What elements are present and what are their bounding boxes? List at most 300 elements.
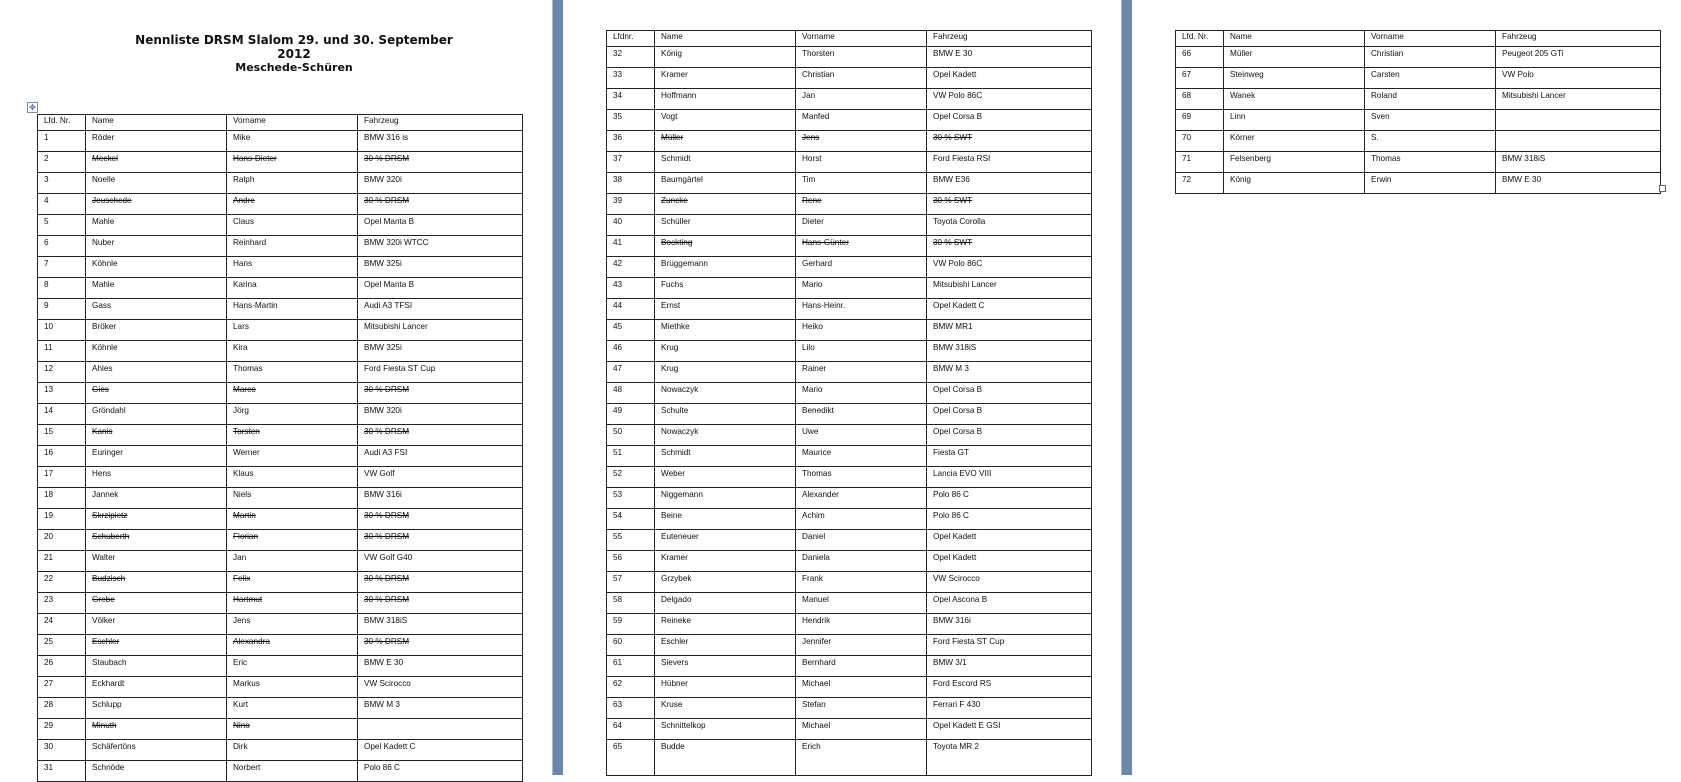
vehicle-cell[interactable]: 30 % DRSM — [358, 152, 523, 173]
number-cell[interactable]: 54 — [607, 509, 655, 530]
first-name-cell[interactable]: Karina — [227, 278, 358, 299]
number-cell[interactable]: 17 — [38, 467, 86, 488]
name-cell[interactable]: Schlupp — [86, 698, 227, 719]
name-cell[interactable]: Bockting — [655, 236, 796, 257]
header-name-cell[interactable]: Name — [86, 115, 227, 131]
first-name-cell[interactable]: Nino — [227, 719, 358, 740]
header-number-cell[interactable]: Lfdnr. — [607, 31, 655, 47]
name-cell[interactable]: Schnittelkop — [655, 719, 796, 740]
number-cell[interactable]: 56 — [607, 551, 655, 572]
vehicle-cell[interactable]: BMW 320i — [358, 173, 523, 194]
first-name-cell[interactable]: Mario — [796, 383, 927, 404]
name-cell[interactable]: Köhnle — [86, 257, 227, 278]
vehicle-cell[interactable]: 30 % SWT — [927, 131, 1092, 152]
vehicle-cell[interactable]: VW Polo 86C — [927, 89, 1092, 110]
name-cell[interactable]: Jeuschede — [86, 194, 227, 215]
number-cell[interactable]: 7 — [38, 257, 86, 278]
vehicle-cell[interactable]: Opel Kadett — [927, 551, 1092, 572]
first-name-cell[interactable]: Claus — [227, 215, 358, 236]
name-cell[interactable]: Brüggemann — [655, 257, 796, 278]
number-cell[interactable]: 53 — [607, 488, 655, 509]
first-name-cell[interactable]: Bernhard — [796, 656, 927, 677]
first-name-cell[interactable]: Michael — [796, 719, 927, 740]
vehicle-cell[interactable]: Opel Corsa B — [927, 383, 1092, 404]
number-cell[interactable]: 35 — [607, 110, 655, 131]
name-cell[interactable]: Euringer — [86, 446, 227, 467]
first-name-cell[interactable]: Hans-Dieter — [227, 152, 358, 173]
number-cell[interactable]: 61 — [607, 656, 655, 677]
number-cell[interactable]: 8 — [38, 278, 86, 299]
vehicle-cell[interactable]: Opel Ascona B — [927, 593, 1092, 614]
number-cell[interactable]: 51 — [607, 446, 655, 467]
first-name-cell[interactable]: Lars — [227, 320, 358, 341]
name-cell[interactable]: Reineke — [655, 614, 796, 635]
name-cell[interactable]: Kanis — [86, 425, 227, 446]
name-cell[interactable]: Eschler — [655, 635, 796, 656]
number-cell[interactable]: 18 — [38, 488, 86, 509]
header-number-cell[interactable]: Lfd. Nr. — [1176, 31, 1224, 47]
first-name-cell[interactable]: Jennifer — [796, 635, 927, 656]
number-cell[interactable]: 44 — [607, 299, 655, 320]
number-cell[interactable]: 27 — [38, 677, 86, 698]
number-cell[interactable]: 65 — [607, 740, 655, 776]
number-cell[interactable]: 14 — [38, 404, 86, 425]
number-cell[interactable]: 50 — [607, 425, 655, 446]
name-cell[interactable]: Gass — [86, 299, 227, 320]
first-name-cell[interactable]: Jens — [227, 614, 358, 635]
vehicle-cell[interactable] — [358, 719, 523, 740]
vehicle-cell[interactable] — [1496, 131, 1661, 152]
name-cell[interactable]: Schulte — [655, 404, 796, 425]
name-cell[interactable]: Meckel — [86, 152, 227, 173]
vehicle-cell[interactable]: 30 % DRSM — [358, 530, 523, 551]
name-cell[interactable]: Hens — [86, 467, 227, 488]
name-cell[interactable]: Mahle — [86, 278, 227, 299]
vehicle-cell[interactable]: BMW 3/1 — [927, 656, 1092, 677]
number-cell[interactable]: 59 — [607, 614, 655, 635]
vehicle-cell[interactable]: Mitsubishi Lancer — [358, 320, 523, 341]
vehicle-cell[interactable]: Lancia EVO VIII — [927, 467, 1092, 488]
number-cell[interactable]: 42 — [607, 257, 655, 278]
first-name-cell[interactable]: Hendrik — [796, 614, 927, 635]
number-cell[interactable]: 2 — [38, 152, 86, 173]
number-cell[interactable]: 71 — [1176, 152, 1224, 173]
vehicle-cell[interactable]: Mitsubishi Lancer — [1496, 89, 1661, 110]
number-cell[interactable]: 21 — [38, 551, 86, 572]
vehicle-cell[interactable]: Opel Kadett E GSI — [927, 719, 1092, 740]
number-cell[interactable]: 67 — [1176, 68, 1224, 89]
name-cell[interactable]: Schüller — [655, 215, 796, 236]
number-cell[interactable]: 58 — [607, 593, 655, 614]
vehicle-cell[interactable]: Ford Escord RS — [927, 677, 1092, 698]
vehicle-cell[interactable]: Opel Kadett C — [927, 299, 1092, 320]
number-cell[interactable]: 70 — [1176, 131, 1224, 152]
name-cell[interactable]: Gröndahl — [86, 404, 227, 425]
name-cell[interactable]: Schmidt — [655, 446, 796, 467]
entry-table-1[interactable] — [37, 114, 523, 782]
name-cell[interactable]: Müller — [1224, 47, 1365, 68]
vehicle-cell[interactable]: 30 % DRSM — [358, 509, 523, 530]
first-name-cell[interactable]: Mario — [796, 278, 927, 299]
first-name-cell[interactable]: Jörg — [227, 404, 358, 425]
first-name-cell[interactable]: Reinhard — [227, 236, 358, 257]
first-name-cell[interactable]: Jan — [796, 89, 927, 110]
number-cell[interactable]: 31 — [38, 761, 86, 782]
first-name-cell[interactable]: Marco — [227, 383, 358, 404]
vehicle-cell[interactable]: Opel Corsa B — [927, 425, 1092, 446]
first-name-cell[interactable]: Hans-Martin — [227, 299, 358, 320]
vehicle-cell[interactable]: BMW 316 is — [358, 131, 523, 152]
vehicle-cell[interactable]: Ford Fiesta RSI — [927, 152, 1092, 173]
number-cell[interactable]: 13 — [38, 383, 86, 404]
number-cell[interactable]: 46 — [607, 341, 655, 362]
vehicle-cell[interactable]: BMW 318iS — [1496, 152, 1661, 173]
first-name-cell[interactable]: Gerhard — [796, 257, 927, 278]
vehicle-cell[interactable]: BMW MR1 — [927, 320, 1092, 341]
first-name-cell[interactable]: Christian — [1365, 47, 1496, 68]
number-cell[interactable]: 32 — [607, 47, 655, 68]
vehicle-cell[interactable]: BMW 318iS — [927, 341, 1092, 362]
vehicle-cell[interactable]: 30 % DRSM — [358, 383, 523, 404]
vehicle-cell[interactable]: 30 % SWT — [927, 194, 1092, 215]
number-cell[interactable]: 48 — [607, 383, 655, 404]
name-cell[interactable]: Felsenberg — [1224, 152, 1365, 173]
first-name-cell[interactable]: Thorsten — [796, 47, 927, 68]
first-name-cell[interactable]: Jens — [796, 131, 927, 152]
vehicle-cell[interactable]: VW Polo — [1496, 68, 1661, 89]
vehicle-cell[interactable]: 30 % DRSM — [358, 194, 523, 215]
name-cell[interactable]: Eschler — [86, 635, 227, 656]
vehicle-cell[interactable]: Polo 86 C — [927, 488, 1092, 509]
vehicle-cell[interactable] — [1496, 110, 1661, 131]
vehicle-cell[interactable]: VW Polo 86C — [927, 257, 1092, 278]
number-cell[interactable]: 19 — [38, 509, 86, 530]
vehicle-cell[interactable]: BMW E 30 — [358, 656, 523, 677]
number-cell[interactable]: 20 — [38, 530, 86, 551]
number-cell[interactable]: 57 — [607, 572, 655, 593]
name-cell[interactable]: Gies — [86, 383, 227, 404]
number-cell[interactable]: 11 — [38, 341, 86, 362]
number-cell[interactable]: 41 — [607, 236, 655, 257]
first-name-cell[interactable]: Klaus — [227, 467, 358, 488]
name-cell[interactable]: Linn — [1224, 110, 1365, 131]
first-name-cell[interactable]: Heiko — [796, 320, 927, 341]
name-cell[interactable]: Walter — [86, 551, 227, 572]
vehicle-cell[interactable]: VW Golf — [358, 467, 523, 488]
name-cell[interactable]: Hoffmann — [655, 89, 796, 110]
number-cell[interactable]: 68 — [1176, 89, 1224, 110]
first-name-cell[interactable]: Thomas — [796, 467, 927, 488]
name-cell[interactable]: Mahle — [86, 215, 227, 236]
first-name-cell[interactable]: Hans-Günter — [796, 236, 927, 257]
first-name-cell[interactable]: Thomas — [227, 362, 358, 383]
number-cell[interactable]: 30 — [38, 740, 86, 761]
document-title[interactable]: Nennliste DRSM Slalom 29. und 30. September 2012 — [135, 33, 453, 61]
first-name-cell[interactable]: Roland — [1365, 89, 1496, 110]
vehicle-cell[interactable]: Peugeot 205 GTi — [1496, 47, 1661, 68]
number-cell[interactable]: 4 — [38, 194, 86, 215]
number-cell[interactable]: 37 — [607, 152, 655, 173]
first-name-cell[interactable]: Eric — [227, 656, 358, 677]
name-cell[interactable]: Nowaczyk — [655, 425, 796, 446]
vehicle-cell[interactable]: Audi A3 FSI — [358, 446, 523, 467]
name-cell[interactable]: Budzisch — [86, 572, 227, 593]
number-cell[interactable]: 49 — [607, 404, 655, 425]
vehicle-cell[interactable]: Opel Corsa B — [927, 404, 1092, 425]
first-name-cell[interactable]: Norbert — [227, 761, 358, 782]
first-name-cell[interactable]: Rainer — [796, 362, 927, 383]
number-cell[interactable]: 16 — [38, 446, 86, 467]
vehicle-cell[interactable]: Opel Manta B — [358, 278, 523, 299]
header-first-name-cell[interactable]: Vorname — [796, 31, 927, 47]
name-cell[interactable]: Fuchs — [655, 278, 796, 299]
name-cell[interactable]: Noelle — [86, 173, 227, 194]
name-cell[interactable]: Weber — [655, 467, 796, 488]
name-cell[interactable]: Schäfertöns — [86, 740, 227, 761]
number-cell[interactable]: 15 — [38, 425, 86, 446]
first-name-cell[interactable]: Alexander — [796, 488, 927, 509]
vehicle-cell[interactable]: Polo 86 C — [927, 509, 1092, 530]
first-name-cell[interactable]: Achim — [796, 509, 927, 530]
number-cell[interactable]: 33 — [607, 68, 655, 89]
vehicle-cell[interactable]: Opel Kadett — [927, 68, 1092, 89]
first-name-cell[interactable]: Manuel — [796, 593, 927, 614]
vehicle-cell[interactable]: 30 % SWT — [927, 236, 1092, 257]
name-cell[interactable]: Ahles — [86, 362, 227, 383]
vehicle-cell[interactable]: 30 % DRSM — [358, 635, 523, 656]
vehicle-cell[interactable]: BMW 320i WTCC — [358, 236, 523, 257]
entry-table-3[interactable] — [1175, 30, 1661, 194]
vehicle-cell[interactable]: BMW 325i — [358, 257, 523, 278]
first-name-cell[interactable]: Tim — [796, 173, 927, 194]
first-name-cell[interactable]: Lilo — [796, 341, 927, 362]
header-vehicle-cell[interactable]: Fahrzeug — [1496, 31, 1661, 47]
name-cell[interactable]: Staubach — [86, 656, 227, 677]
first-name-cell[interactable]: Kurt — [227, 698, 358, 719]
number-cell[interactable]: 64 — [607, 719, 655, 740]
number-cell[interactable]: 66 — [1176, 47, 1224, 68]
vehicle-cell[interactable]: BMW 316i — [358, 488, 523, 509]
name-cell[interactable]: Nowaczyk — [655, 383, 796, 404]
name-cell[interactable]: Minuth — [86, 719, 227, 740]
name-cell[interactable]: Müller — [655, 131, 796, 152]
first-name-cell[interactable]: Mike — [227, 131, 358, 152]
number-cell[interactable]: 22 — [38, 572, 86, 593]
vehicle-cell[interactable]: BMW E 30 — [927, 47, 1092, 68]
first-name-cell[interactable]: Torsten — [227, 425, 358, 446]
vehicle-cell[interactable]: Opel Manta B — [358, 215, 523, 236]
name-cell[interactable]: Steinweg — [1224, 68, 1365, 89]
number-cell[interactable]: 60 — [607, 635, 655, 656]
header-vehicle-cell[interactable]: Fahrzeug — [358, 115, 523, 131]
vehicle-cell[interactable]: Ferrari F 430 — [927, 698, 1092, 719]
first-name-cell[interactable]: Jan — [227, 551, 358, 572]
vehicle-cell[interactable]: Opel Corsa B — [927, 110, 1092, 131]
first-name-cell[interactable]: Uwe — [796, 425, 927, 446]
name-cell[interactable]: Kruse — [655, 698, 796, 719]
number-cell[interactable]: 36 — [607, 131, 655, 152]
number-cell[interactable]: 72 — [1176, 173, 1224, 194]
name-cell[interactable]: Kramer — [655, 551, 796, 572]
name-cell[interactable]: Krug — [655, 341, 796, 362]
name-cell[interactable]: Schnöde — [86, 761, 227, 782]
first-name-cell[interactable]: Kira — [227, 341, 358, 362]
name-cell[interactable]: Wanek — [1224, 89, 1365, 110]
vehicle-cell[interactable]: BMW 325i — [358, 341, 523, 362]
vehicle-cell[interactable]: Mitsubishi Lancer — [927, 278, 1092, 299]
vehicle-cell[interactable]: BMW M 3 — [358, 698, 523, 719]
name-cell[interactable]: König — [655, 47, 796, 68]
header-name-cell[interactable]: Name — [1224, 31, 1365, 47]
number-cell[interactable]: 29 — [38, 719, 86, 740]
vehicle-cell[interactable]: Polo 86 C — [358, 761, 523, 782]
first-name-cell[interactable]: Michael — [796, 677, 927, 698]
first-name-cell[interactable]: Daniela — [796, 551, 927, 572]
name-cell[interactable]: Körner — [1224, 131, 1365, 152]
first-name-cell[interactable]: Frank — [796, 572, 927, 593]
number-cell[interactable]: 25 — [38, 635, 86, 656]
first-name-cell[interactable]: Rene — [796, 194, 927, 215]
first-name-cell[interactable]: Daniel — [796, 530, 927, 551]
name-cell[interactable]: Budde — [655, 740, 796, 776]
name-cell[interactable]: Miethke — [655, 320, 796, 341]
first-name-cell[interactable]: Hartmut — [227, 593, 358, 614]
first-name-cell[interactable]: Thomas — [1365, 152, 1496, 173]
vehicle-cell[interactable]: Ford Fiesta ST Cup — [927, 635, 1092, 656]
header-vehicle-cell[interactable]: Fahrzeug — [927, 31, 1092, 47]
entry-table-2[interactable] — [606, 30, 1092, 776]
name-cell[interactable]: Völker — [86, 614, 227, 635]
name-cell[interactable]: Schmidt — [655, 152, 796, 173]
name-cell[interactable]: Ernst — [655, 299, 796, 320]
number-cell[interactable]: 38 — [607, 173, 655, 194]
number-cell[interactable]: 39 — [607, 194, 655, 215]
name-cell[interactable]: König — [1224, 173, 1365, 194]
name-cell[interactable]: Köhnle — [86, 341, 227, 362]
number-cell[interactable]: 26 — [38, 656, 86, 677]
first-name-cell[interactable]: Sven — [1365, 110, 1496, 131]
vehicle-cell[interactable]: 30 % DRSM — [358, 425, 523, 446]
vehicle-cell[interactable]: VW Scirocco — [927, 572, 1092, 593]
first-name-cell[interactable]: S. — [1365, 131, 1496, 152]
first-name-cell[interactable]: Dirk — [227, 740, 358, 761]
name-cell[interactable]: Niggemann — [655, 488, 796, 509]
first-name-cell[interactable]: Florian — [227, 530, 358, 551]
vehicle-cell[interactable]: Audi A3 TFSI — [358, 299, 523, 320]
first-name-cell[interactable]: Benedikt — [796, 404, 927, 425]
first-name-cell[interactable]: Hans — [227, 257, 358, 278]
first-name-cell[interactable]: Maurice — [796, 446, 927, 467]
name-cell[interactable]: Zuncke — [655, 194, 796, 215]
name-cell[interactable]: Vogt — [655, 110, 796, 131]
vehicle-cell[interactable]: Toyota Corolla — [927, 215, 1092, 236]
number-cell[interactable]: 55 — [607, 530, 655, 551]
vehicle-cell[interactable]: VW Golf G40 — [358, 551, 523, 572]
table-resize-handle-icon[interactable] — [1659, 185, 1666, 192]
name-cell[interactable]: Grebe — [86, 593, 227, 614]
first-name-cell[interactable]: Ralph — [227, 173, 358, 194]
vehicle-cell[interactable]: Opel Kadett C — [358, 740, 523, 761]
vehicle-cell[interactable]: Ford Fiesta ST Cup — [358, 362, 523, 383]
name-cell[interactable]: Jannek — [86, 488, 227, 509]
number-cell[interactable]: 9 — [38, 299, 86, 320]
number-cell[interactable]: 3 — [38, 173, 86, 194]
name-cell[interactable]: Bröker — [86, 320, 227, 341]
first-name-cell[interactable]: Erwin — [1365, 173, 1496, 194]
vehicle-cell[interactable]: 30 % DRSM — [358, 593, 523, 614]
vehicle-cell[interactable]: BMW E36 — [927, 173, 1092, 194]
vehicle-cell[interactable]: BMW E 30 — [1496, 173, 1661, 194]
number-cell[interactable]: 43 — [607, 278, 655, 299]
vehicle-cell[interactable]: Opel Kadett — [927, 530, 1092, 551]
name-cell[interactable]: Schuberth — [86, 530, 227, 551]
vehicle-cell[interactable]: Toyota MR 2 — [927, 740, 1092, 776]
name-cell[interactable]: Nuber — [86, 236, 227, 257]
number-cell[interactable]: 23 — [38, 593, 86, 614]
number-cell[interactable]: 69 — [1176, 110, 1224, 131]
name-cell[interactable]: Beine — [655, 509, 796, 530]
first-name-cell[interactable]: Dieter — [796, 215, 927, 236]
number-cell[interactable]: 1 — [38, 131, 86, 152]
vehicle-cell[interactable]: BMW M 3 — [927, 362, 1092, 383]
name-cell[interactable]: Sievers — [655, 656, 796, 677]
document-subtitle[interactable]: Meschede-Schüren — [235, 61, 353, 74]
first-name-cell[interactable]: Martin — [227, 509, 358, 530]
number-cell[interactable]: 34 — [607, 89, 655, 110]
name-cell[interactable]: Eckhardt — [86, 677, 227, 698]
name-cell[interactable]: Hübner — [655, 677, 796, 698]
first-name-cell[interactable]: Christian — [796, 68, 927, 89]
vehicle-cell[interactable]: 30 % DRSM — [358, 572, 523, 593]
header-number-cell[interactable]: Lfd. Nr. — [38, 115, 86, 131]
first-name-cell[interactable]: Andre — [227, 194, 358, 215]
number-cell[interactable]: 45 — [607, 320, 655, 341]
first-name-cell[interactable]: Hans-Heinr. — [796, 299, 927, 320]
number-cell[interactable]: 62 — [607, 677, 655, 698]
first-name-cell[interactable]: Markus — [227, 677, 358, 698]
first-name-cell[interactable]: Horst — [796, 152, 927, 173]
first-name-cell[interactable]: Carsten — [1365, 68, 1496, 89]
first-name-cell[interactable]: Werner — [227, 446, 358, 467]
vehicle-cell[interactable]: BMW 320i — [358, 404, 523, 425]
table-move-handle-icon[interactable]: ✥ — [27, 102, 38, 113]
name-cell[interactable]: Skrzipietz — [86, 509, 227, 530]
number-cell[interactable]: 5 — [38, 215, 86, 236]
vehicle-cell[interactable]: BMW 318iS — [358, 614, 523, 635]
name-cell[interactable]: Kramer — [655, 68, 796, 89]
number-cell[interactable]: 63 — [607, 698, 655, 719]
name-cell[interactable]: Euteneuer — [655, 530, 796, 551]
header-name-cell[interactable]: Name — [655, 31, 796, 47]
number-cell[interactable]: 24 — [38, 614, 86, 635]
number-cell[interactable]: 28 — [38, 698, 86, 719]
name-cell[interactable]: Baumgärtel — [655, 173, 796, 194]
number-cell[interactable]: 10 — [38, 320, 86, 341]
first-name-cell[interactable]: Felix — [227, 572, 358, 593]
vehicle-cell[interactable]: BMW 316i — [927, 614, 1092, 635]
vehicle-cell[interactable]: VW Scirocco — [358, 677, 523, 698]
name-cell[interactable]: Krug — [655, 362, 796, 383]
first-name-cell[interactable]: Stefan — [796, 698, 927, 719]
header-first-name-cell[interactable]: Vorname — [227, 115, 358, 131]
vehicle-cell[interactable]: Fiesta GT — [927, 446, 1092, 467]
number-cell[interactable]: 12 — [38, 362, 86, 383]
number-cell[interactable]: 40 — [607, 215, 655, 236]
first-name-cell[interactable]: Niels — [227, 488, 358, 509]
name-cell[interactable]: Röder — [86, 131, 227, 152]
number-cell[interactable]: 6 — [38, 236, 86, 257]
first-name-cell[interactable]: Manfed — [796, 110, 927, 131]
